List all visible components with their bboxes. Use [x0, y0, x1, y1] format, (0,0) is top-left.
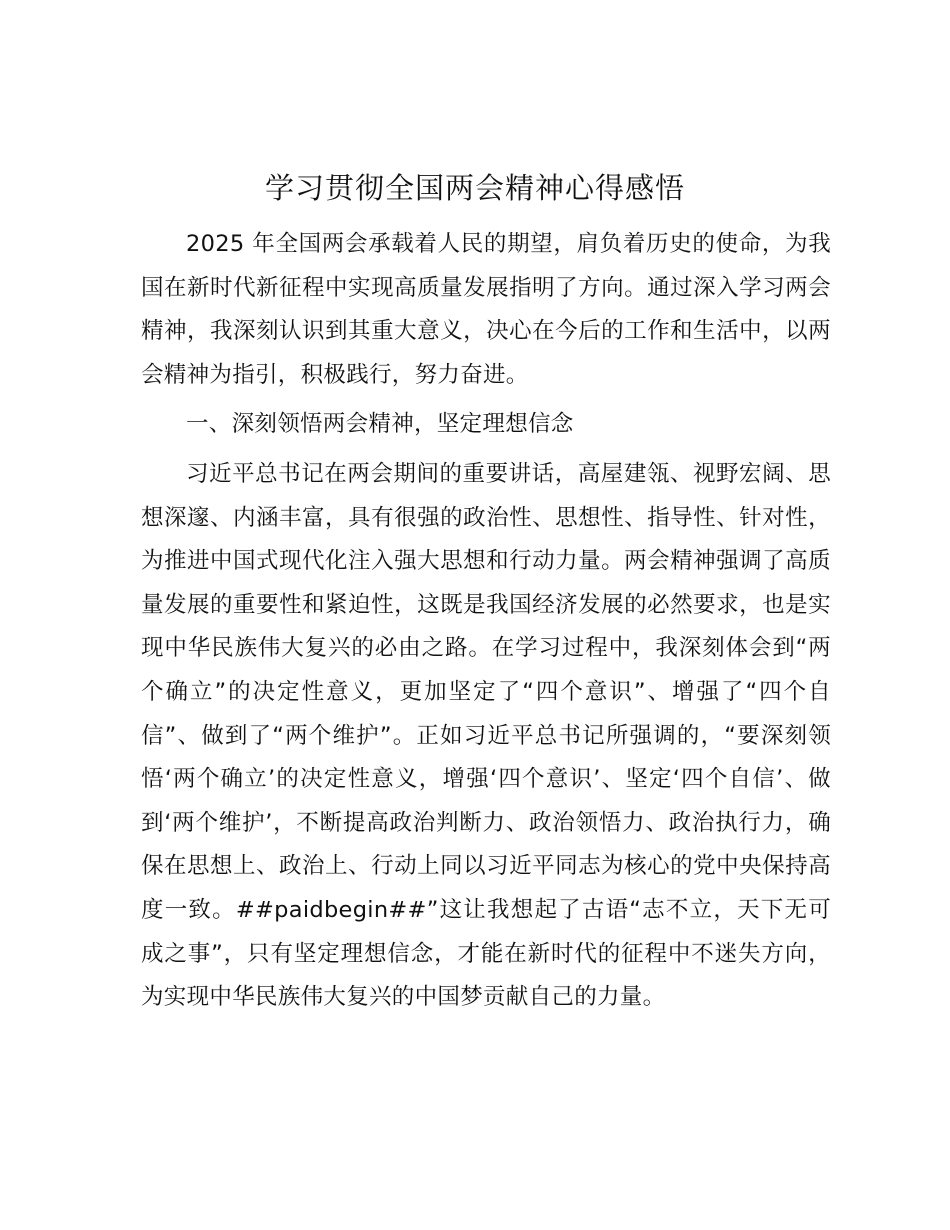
section-heading: 一、深刻领悟两会精神，坚定理想信念 [186, 411, 574, 438]
document-body [141, 223, 831, 1020]
intro-paragraph: 2025 年全国两会承载着人民的期望，肩负着历史的使命，为我国在新时代新征程中实现高质量发展指明了方向。通过深入学习两会精神，我深刻认识到其重大意义，决心在今后的工作和生活中，以两会精神为指引，积极践行，努力奋进。 [141, 231, 831, 388]
section-paragraph: 习近平总书记在两会期间的重要讲话，高屋建瓴、视野宏阔、思想深邃、内涵丰富，具有很强的政治性、思想性、指导性、针对性，为推进中国式现代化注入强大思想和行动力量。两会精神强调了高质量发展的重要性和紧迫性，这既是我国经济发展的必然要求，也是实现中华民族伟大复兴的必由之路。在学习过程中，我深刻体会到“两个确立”的决定性意义，更加坚定了“四个意识”、增强了“四个自信”、做到了“两个维护”。正如习近平总书记所强调的，“要深刻领悟‘两个确立’的决定性意义，增强‘四个意识’、坚定‘四个自信’、做到‘两个维护’，不断提高政治判断力、政治领悟力、政治执行力，确保在思想上、政治上、行动上同以习近平同志为核心的党中央保持高度一致。##paidbegin##”这让我想起了古语“志不立，天下无可成之事”，只有坚定理想信念，才能在新时代的征程中不迷失方向，为实现中华民族伟大复兴的中国梦贡献自己的力量。 [141, 460, 831, 1011]
document-title: 学习贯彻全国两会精神心得感悟 [264, 171, 685, 205]
